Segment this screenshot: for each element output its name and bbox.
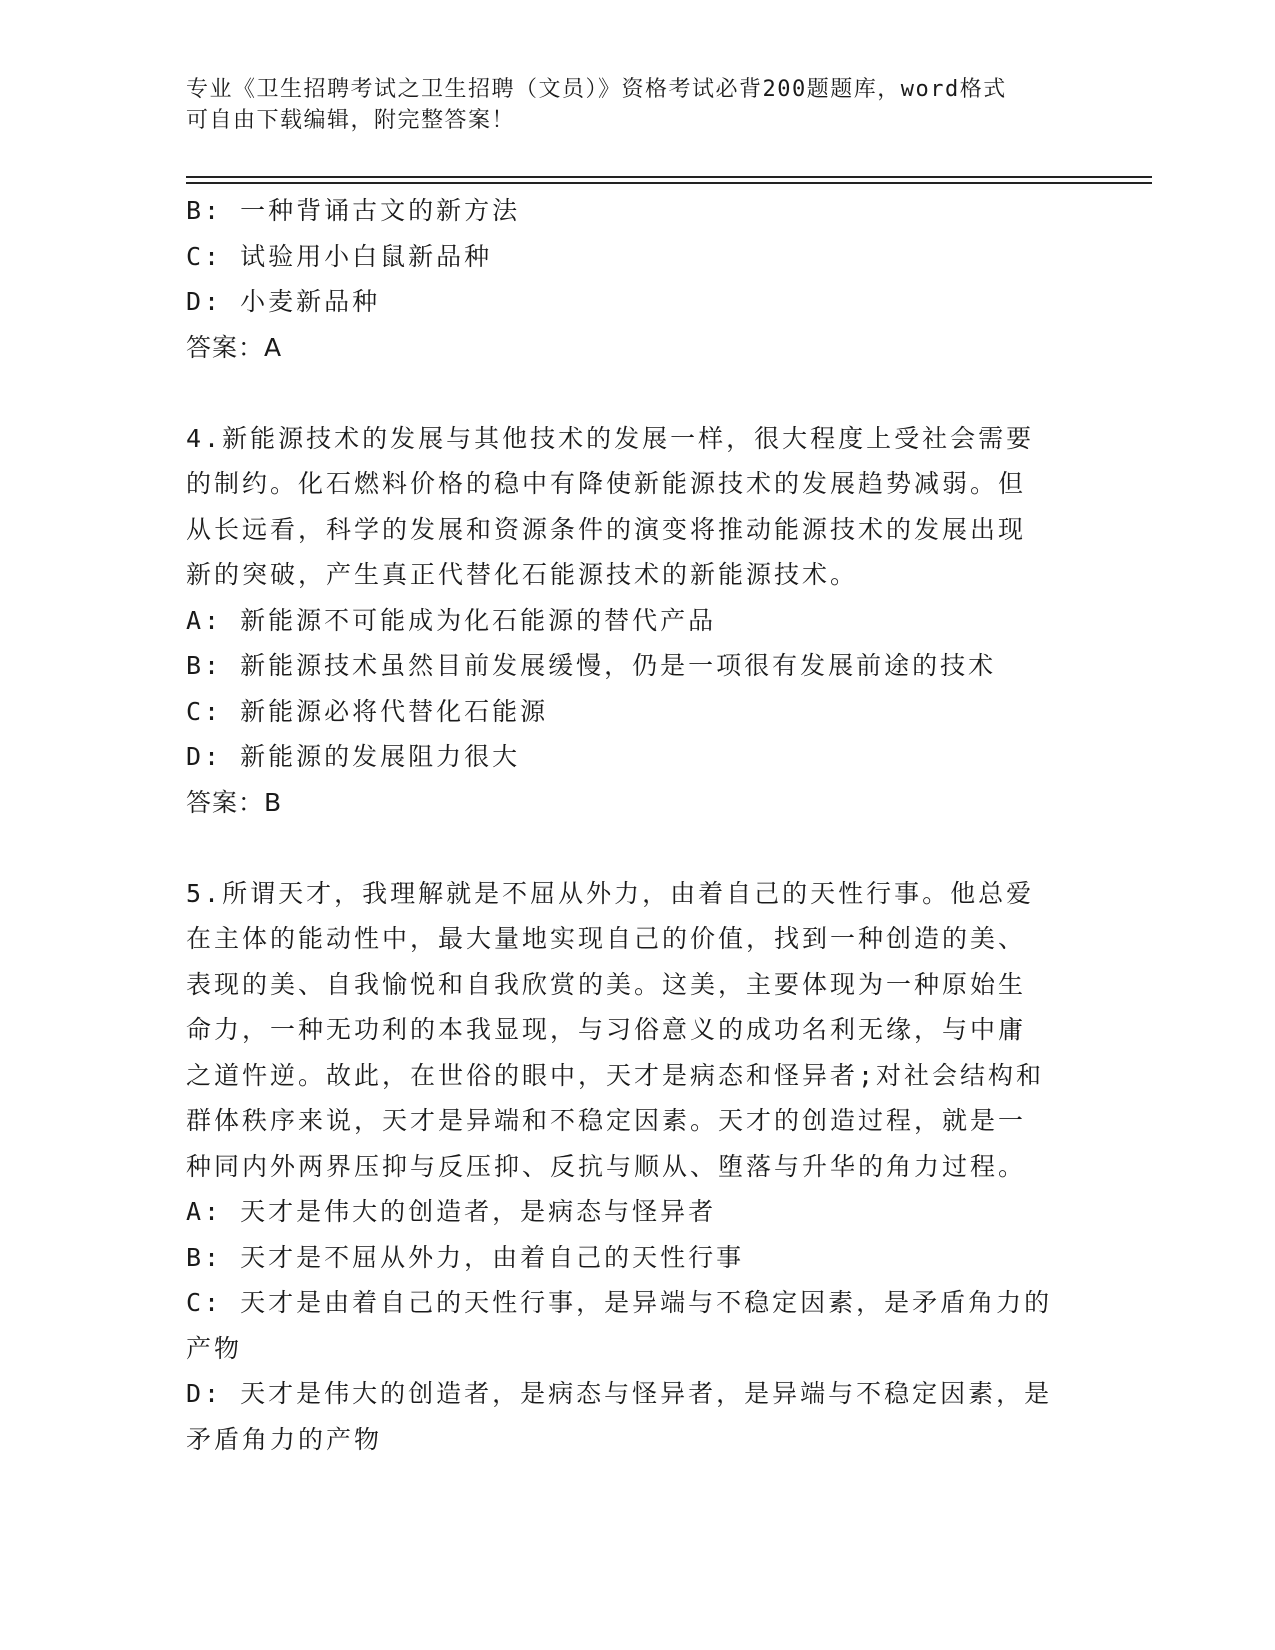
header-line: 可自由下载编辑，附完整答案！ — [186, 108, 516, 133]
option-d: D: 天才是伟大的创造者，是病态与怪异者，是异端与不稳定因素，是 — [186, 1379, 1053, 1408]
option-d-continued: 矛盾角力的产物 — [186, 1424, 383, 1454]
header-divider — [186, 182, 1152, 184]
option-c-continued: 产物 — [186, 1333, 243, 1363]
question-stem-line: 表现的美、自我愉悦和自我欣赏的美。这美，主要体现为一种原始生 — [186, 969, 1027, 999]
option-d: D: 小麦新品种 — [186, 287, 381, 316]
answer-line: 答案：A — [186, 332, 283, 362]
option-b: B: 一种背诵古文的新方法 — [186, 196, 521, 225]
question-3-tail — [186, 188, 1086, 370]
header-divider — [186, 176, 1152, 178]
option-b: B: 新能源技术虽然目前发展缓慢，仍是一项很有发展前途的技术 — [186, 651, 997, 680]
option-d: D: 新能源的发展阻力很大 — [186, 742, 521, 771]
option-b: B: 天才是不屈从外力，由着自己的天性行事 — [186, 1242, 745, 1272]
question-5 — [186, 871, 1086, 1463]
question-content — [186, 188, 1086, 1462]
question-spacer — [186, 370, 1086, 416]
question-stem-line: 种同内外两界压抑与反压抑、反抗与顺从、堕落与升华的角力过程。 — [186, 1151, 1027, 1181]
option-a: A: 新能源不可能成为化石能源的替代产品 — [186, 605, 717, 635]
header-line: 专业《卫生招聘考试之卫生招聘（文员）》资格考试必背200题题库，word格式 — [186, 77, 1007, 102]
question-stem-line: 群体秩序来说，天才是异端和不稳定因素。天才的创造过程，就是一 — [186, 1106, 1027, 1135]
option-c: C: 试验用小白鼠新品种 — [186, 241, 493, 271]
question-stem-line: 从长远看，科学的发展和资源条件的演变将推动能源技术的发展出现 — [186, 514, 1027, 544]
question-stem-line: 命力，一种无功利的本我显现，与习俗意义的成功名利无缘，与中庸 — [186, 1015, 1027, 1044]
answer-line: 答案：B — [186, 787, 283, 817]
question-stem-line: 5.所谓天才，我理解就是不屈从外力，由着自己的天性行事。他总爱 — [186, 878, 1035, 908]
question-stem-line: 新的突破，产生真正代替化石能源技术的新能源技术。 — [186, 560, 859, 589]
question-stem-line: 的制约。化石燃料价格的稳中有降使新能源技术的发展趋势减弱。但 — [186, 469, 1027, 498]
option-c: C: 天才是由着自己的天性行事，是异端与不稳定因素，是矛盾角力的 — [186, 1288, 1053, 1317]
question-spacer — [186, 825, 1086, 871]
question-stem-line: 4.新能源技术的发展与其他技术的发展一样，很大程度上受社会需要 — [186, 423, 1035, 453]
option-a: A: 天才是伟大的创造者，是病态与怪异者 — [186, 1197, 717, 1226]
option-c: C: 新能源必将代替化石能源 — [186, 696, 549, 726]
question-4 — [186, 416, 1086, 826]
document-header — [186, 74, 1066, 136]
question-stem-line: 之道忤逆。故此，在世俗的眼中，天才是病态和怪异者;对社会结构和 — [186, 1060, 1045, 1090]
question-stem-line: 在主体的能动性中，最大量地实现自己的价值，找到一种创造的美、 — [186, 924, 1027, 953]
